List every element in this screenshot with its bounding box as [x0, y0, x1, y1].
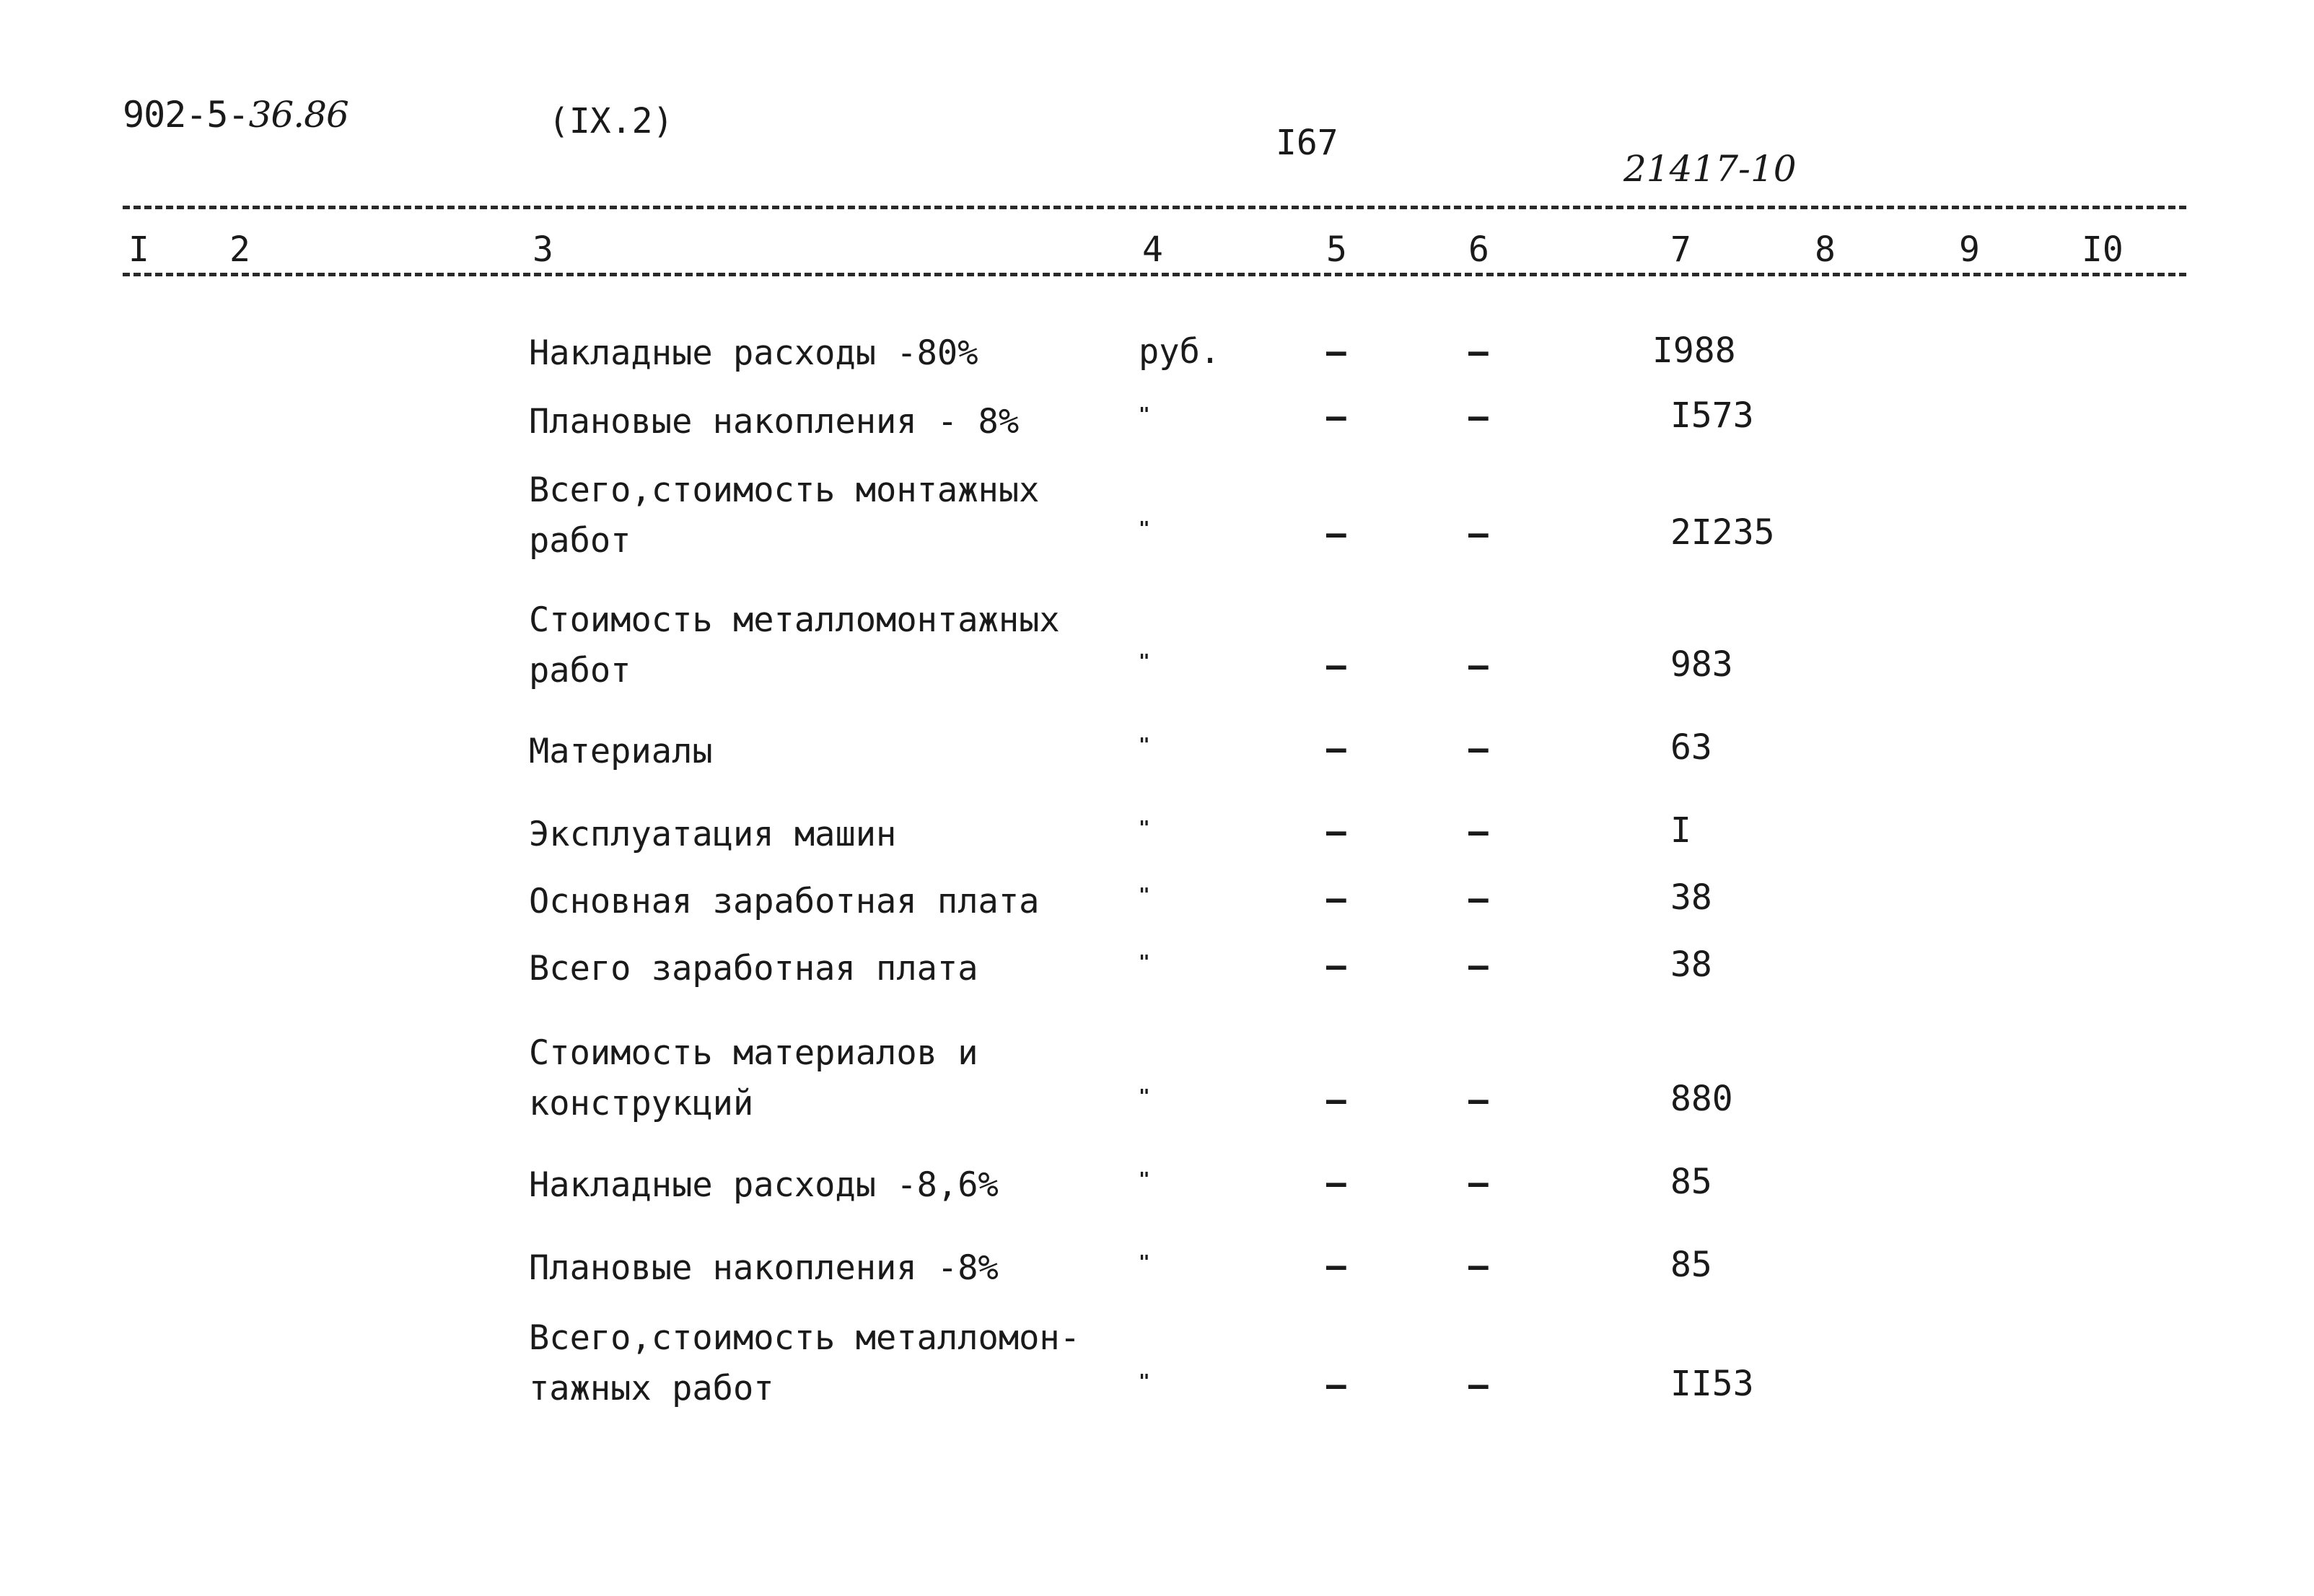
document-code-handwritten: 36.86	[248, 94, 349, 136]
sheet-code: 21417-10	[1623, 148, 1797, 190]
row-unit-ditto: "	[1139, 1371, 1150, 1393]
row-col6: –	[1468, 514, 1489, 553]
column-number-2: 2	[229, 229, 250, 270]
row-value: 880	[1670, 1079, 1733, 1119]
row-col6: –	[1468, 946, 1489, 985]
row-col6: –	[1468, 879, 1489, 918]
column-number-9: 9	[1959, 229, 1980, 270]
row-name: Всего,стоимость металломон- тажных работ	[529, 1318, 1081, 1408]
row-col5: –	[1326, 646, 1346, 685]
row-col5: –	[1326, 514, 1346, 553]
row-col6: –	[1468, 1080, 1489, 1119]
row-col6: –	[1468, 1246, 1489, 1285]
row-col6: –	[1468, 397, 1489, 436]
row-value: I988	[1652, 330, 1736, 371]
header-rule-top	[123, 206, 2186, 209]
column-number-3: 3	[533, 229, 553, 270]
row-value: 85	[1670, 1162, 1712, 1202]
row-name: Стоимость металломонтажных работ	[529, 600, 1060, 690]
column-number-1: I	[128, 229, 149, 270]
column-number-10: I0	[2082, 229, 2124, 270]
row-name: Накладные расходы -8,6%	[529, 1165, 999, 1205]
row-value: 983	[1670, 644, 1733, 685]
row-col5: –	[1326, 812, 1346, 851]
page-number: I67	[1276, 123, 1338, 163]
row-unit-ditto: "	[1139, 518, 1150, 540]
header-rule-bottom	[123, 273, 2186, 276]
row-col5: –	[1326, 1163, 1346, 1202]
row-name: Плановые накопления - 8%	[529, 402, 1020, 442]
column-number-7: 7	[1670, 229, 1691, 270]
row-unit-ditto: "	[1139, 952, 1150, 973]
row-col5: –	[1326, 1365, 1346, 1404]
document-code	[123, 94, 349, 136]
row-value: 85	[1670, 1245, 1712, 1285]
row-value: 2I235	[1670, 512, 1775, 553]
row-unit: руб.	[1139, 332, 1221, 372]
row-value: 38	[1670, 944, 1712, 985]
row-value: I573	[1670, 395, 1754, 436]
row-value: II53	[1670, 1364, 1754, 1404]
column-number-6: 6	[1468, 229, 1489, 270]
column-number-8: 8	[1815, 229, 1836, 270]
row-unit-ditto: "	[1139, 651, 1150, 672]
row-value: I	[1670, 810, 1691, 851]
row-unit-ditto: "	[1139, 1252, 1150, 1273]
column-number-4: 4	[1142, 229, 1163, 270]
row-col6: –	[1468, 729, 1489, 768]
row-col6: –	[1468, 332, 1489, 371]
row-unit-ditto: "	[1139, 817, 1150, 839]
row-name: Накладные расходы -80%	[529, 333, 978, 373]
row-unit-ditto: "	[1139, 885, 1150, 906]
row-col6: –	[1468, 646, 1489, 685]
row-name: Эксплуатация машин	[529, 815, 897, 854]
row-value: 38	[1670, 877, 1712, 918]
row-name: Материалы	[529, 732, 713, 771]
row-col5: –	[1326, 879, 1346, 918]
document-code-printed: 902-5-	[123, 94, 249, 136]
row-name: Основная заработная плата	[529, 882, 1040, 921]
row-col5: –	[1326, 1080, 1346, 1119]
row-col5: –	[1326, 729, 1346, 768]
section-reference: (IX.2)	[548, 101, 674, 141]
row-unit-ditto: "	[1139, 735, 1150, 756]
column-number-5: 5	[1326, 229, 1347, 270]
row-col5: –	[1326, 1246, 1346, 1285]
row-col5: –	[1326, 332, 1346, 371]
row-col6: –	[1468, 812, 1489, 851]
row-unit-ditto: "	[1139, 404, 1150, 426]
row-unit-ditto: "	[1139, 1086, 1150, 1108]
row-col5: –	[1326, 397, 1346, 436]
row-col6: –	[1468, 1163, 1489, 1202]
row-name: Плановые накопления -8%	[529, 1248, 999, 1288]
row-value: 63	[1670, 727, 1712, 768]
row-name: Стоимость материалов и конструкций	[529, 1033, 978, 1123]
row-name: Всего заработная плата	[529, 949, 978, 988]
row-col6: –	[1468, 1365, 1489, 1404]
row-col5: –	[1326, 946, 1346, 985]
row-unit-ditto: "	[1139, 1169, 1150, 1191]
row-name: Всего,стоимость монтажных работ	[529, 470, 1040, 561]
